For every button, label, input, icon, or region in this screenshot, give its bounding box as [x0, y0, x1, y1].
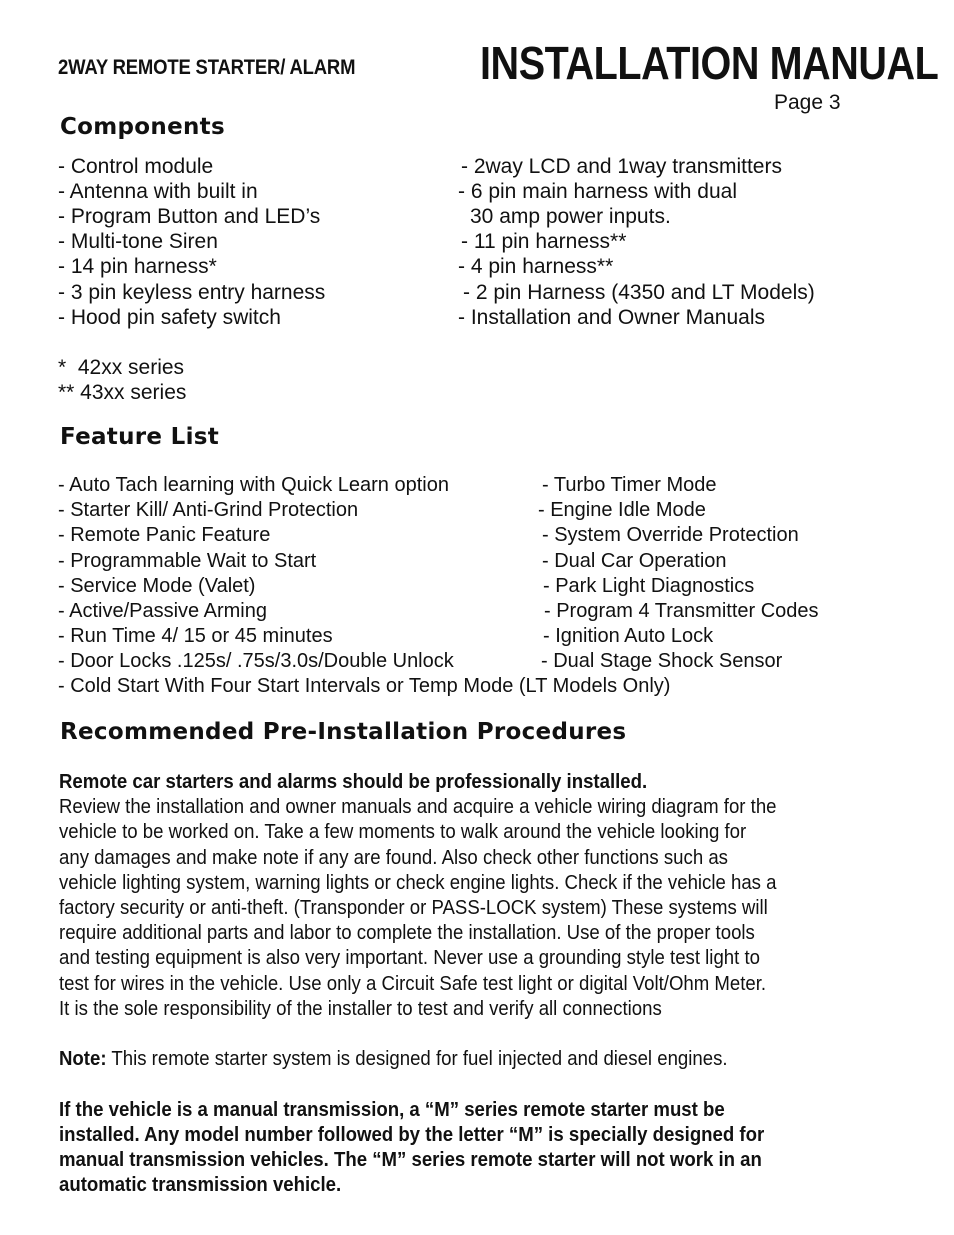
list-item: - 2 pin Harness (4350 and LT Models): [463, 281, 815, 304]
list-item: - Service Mode (Valet): [58, 575, 256, 597]
list-item-full-width: - Cold Start With Four Start Intervals or Temp Mode (LT Models Only): [58, 675, 671, 697]
list-item: - Antenna with built in: [58, 180, 258, 203]
body-line: It is the sole responsibility of the installer to test and verify all connections: [59, 997, 662, 1020]
list-item: - System Override Protection: [542, 524, 799, 546]
body-line: test for wires in the vehicle. Use only a Circuit Safe test light or digital Volt/Ohm Meter.: [59, 972, 767, 995]
footnote: * 42xx series: [58, 356, 185, 379]
body-line: and testing equipment is also very important. Never use a grounding style test light to: [59, 947, 760, 970]
body-line: factory security or anti-theft. (Transponder or PASS-LOCK system) These systems will: [59, 897, 768, 920]
warning-line: installed. Any model number followed by the letter “M” is specially designed for: [59, 1123, 765, 1146]
note-line: [59, 1047, 877, 1072]
body-line: vehicle to be worked on. Take a few moments to walk around the vehicle looking for: [59, 821, 747, 844]
feature-list-heading: Feature List: [60, 424, 220, 450]
bold-intro: Remote car starters and alarms should be professionally installed.: [59, 771, 648, 793]
list-item: - 3 pin keyless entry harness: [58, 281, 326, 304]
list-item: 30 amp power inputs.: [470, 205, 671, 228]
list-item: - Auto Tach learning with Quick Learn option: [58, 474, 449, 496]
procedures-body: [59, 770, 939, 1198]
components-heading: Components: [60, 114, 225, 140]
list-item: - Program Button and LED’s: [58, 205, 321, 228]
list-item: - Dual Car Operation: [542, 550, 727, 572]
warning-line: If the vehicle is a manual transmission, a “M” series remote starter must be: [59, 1098, 725, 1121]
page-title: INSTALLATION MANUAL: [480, 37, 939, 89]
warning-line: automatic transmission vehicle.: [59, 1174, 342, 1197]
page-number: Page 3: [774, 91, 841, 114]
list-item: - Active/Passive Arming: [58, 600, 267, 622]
list-item: - Hood pin safety switch: [58, 306, 281, 329]
list-item: - Control module: [58, 155, 214, 178]
list-item: - Remote Panic Feature: [58, 524, 271, 546]
list-item: - Engine Idle Mode: [538, 499, 706, 521]
list-item: - Program 4 Transmitter Codes: [544, 600, 819, 622]
body-line: require additional parts and labor to complete the installation. Use of the proper tools: [59, 922, 755, 945]
list-item: - Turbo Timer Mode: [542, 474, 717, 496]
body-line: vehicle lighting system, warning lights or check engine lights. Check if the vehicle has a: [59, 871, 777, 894]
list-item: - Door Locks .125s/ .75s/3.0s/Double Unlock: [58, 650, 454, 672]
list-item: - 14 pin harness*: [58, 255, 217, 278]
note-text: This remote starter system is designed for fuel injected and diesel engines.: [106, 1048, 728, 1071]
list-item: - Multi-tone Siren: [58, 230, 218, 253]
product-subtitle: 2WAY REMOTE STARTER/ ALARM: [58, 56, 356, 79]
list-item: - 2way LCD and 1way transmitters: [461, 155, 782, 178]
note-label: Note:: [59, 1048, 107, 1071]
footnote: ** 43xx series: [58, 381, 187, 404]
list-item: - 6 pin main harness with dual: [458, 180, 737, 203]
warning-line: manual transmission vehicles. The “M” series remote starter will not work in an: [59, 1149, 762, 1172]
list-item: - 11 pin harness**: [461, 230, 627, 253]
list-item: - Park Light Diagnostics: [543, 575, 755, 597]
list-item: - 4 pin harness**: [458, 255, 614, 278]
procedures-heading: Recommended Pre-Installation Procedures: [60, 719, 627, 745]
list-item: - Ignition Auto Lock: [543, 625, 714, 647]
list-item: - Installation and Owner Manuals: [458, 306, 765, 329]
list-item: - Starter Kill/ Anti-Grind Protection: [58, 499, 359, 521]
body-line: Review the installation and owner manuals and acquire a vehicle wiring diagram for the: [59, 796, 777, 819]
list-item: - Programmable Wait to Start: [58, 550, 317, 572]
list-item: - Run Time 4/ 15 or 45 minutes: [58, 625, 333, 647]
body-line: any damages and make note if any are found. Also check other functions such as: [59, 846, 728, 869]
list-item: - Dual Stage Shock Sensor: [541, 650, 783, 672]
